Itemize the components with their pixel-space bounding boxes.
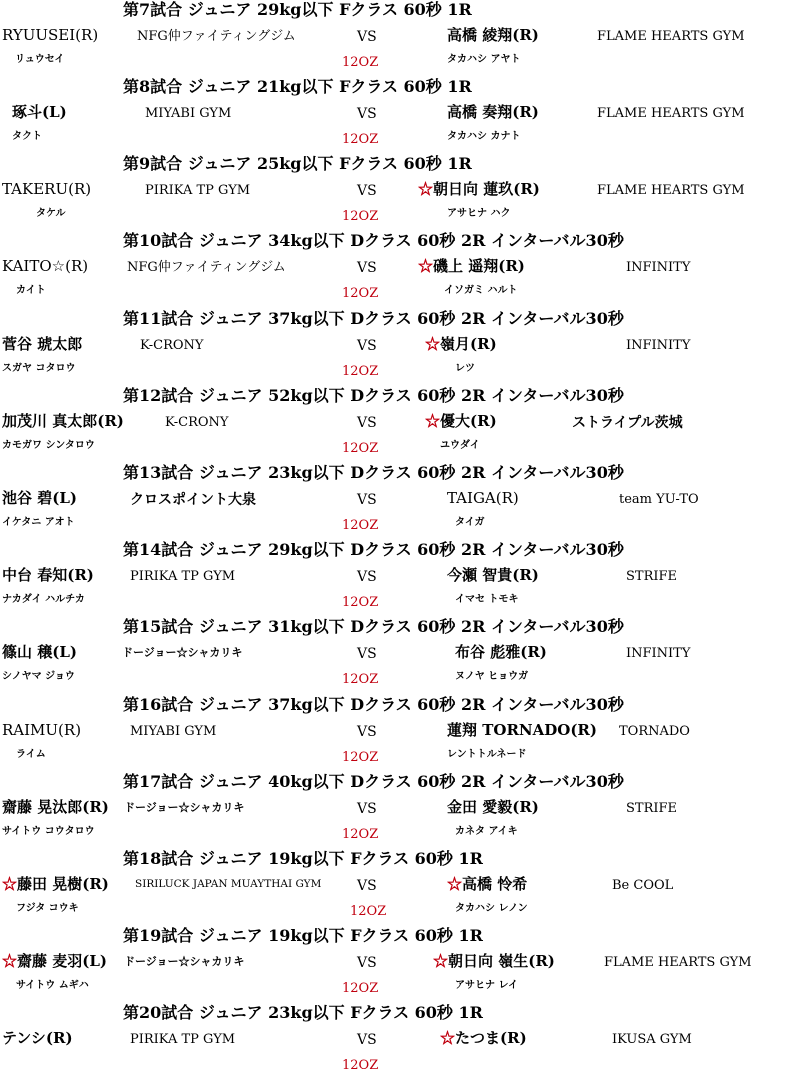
- bout-title: 第9試合 ジュニア 25kg以下 Fクラス 60秒 1R: [123, 154, 472, 173]
- bout-8: [0, 77, 798, 155]
- fighter-b-name: TAIGA(R): [447, 489, 519, 507]
- bout-12: [0, 386, 798, 464]
- fighter-a-gym: MIYABI GYM: [145, 106, 232, 121]
- glove-weight: 12OZ: [342, 441, 379, 456]
- fighter-a-kana: イケタニ アオト: [2, 517, 75, 528]
- fighter-b-gym: FLAME HEARTS GYM: [597, 29, 745, 44]
- bout-20: [0, 1003, 798, 1081]
- vs-label: VS: [357, 29, 377, 45]
- vs-label: VS: [357, 415, 377, 431]
- fighter-a-gym: K-CRONY: [165, 415, 229, 430]
- vs-label: VS: [357, 492, 377, 508]
- fighter-a-gym: MIYABI GYM: [130, 724, 217, 739]
- fighter-b-gym: FLAME HEARTS GYM: [597, 106, 745, 121]
- fighter-b-name: ☆たつま(R): [440, 1029, 527, 1047]
- vs-label: VS: [357, 183, 377, 199]
- bout-7: [0, 0, 798, 78]
- fighter-a-kana: フジタ コウキ: [16, 903, 79, 914]
- fighter-a-gym: NFG仲ファイティングジム: [137, 29, 296, 44]
- fighter-a-gym: PIRIKA TP GYM: [130, 569, 236, 584]
- bout-title: 第12試合 ジュニア 52kg以下 Dクラス 60秒 2R インターバル30秒: [123, 386, 624, 405]
- fighter-b-kana: タイガ: [455, 517, 485, 528]
- fighter-b-name: ☆朝日向 嶺生(R): [433, 952, 555, 970]
- bout-title: 第19試合 ジュニア 19kg以下 Fクラス 60秒 1R: [123, 926, 483, 945]
- fighter-b-kana: ユウダイ: [440, 440, 480, 451]
- fighter-a-name: 中台 春知(R): [2, 566, 94, 584]
- fighter-a-kana: ナカダイ ハルチカ: [2, 594, 85, 605]
- fighter-b-name: 高橋 奏翔(R): [447, 103, 539, 121]
- fighter-a-name: TAKERU(R): [2, 180, 92, 198]
- bout-title: 第16試合 ジュニア 37kg以下 Dクラス 60秒 2R インターバル30秒: [123, 695, 624, 714]
- glove-weight: 12OZ: [342, 364, 379, 379]
- fighter-b-name: ☆磯上 遥翔(R): [418, 257, 525, 275]
- fighter-b-name: 布谷 彪雅(R): [455, 643, 547, 661]
- fighter-a-gym: K-CRONY: [140, 338, 204, 353]
- fighter-b-kana: ヌノヤ ヒョウガ: [455, 671, 529, 682]
- fighter-b-kana: イソガミ ハルト: [444, 285, 518, 296]
- fighter-b-name: 今瀬 智貴(R): [447, 566, 539, 584]
- fighter-b-gym: IKUSA GYM: [612, 1032, 692, 1047]
- fighter-a-gym: ドージョー☆シャカリキ: [122, 646, 243, 659]
- fighter-a-name: 琢斗(L): [12, 103, 67, 121]
- fighter-b-gym: FLAME HEARTS GYM: [597, 183, 745, 198]
- bout-16: [0, 695, 798, 773]
- bout-title: 第10試合 ジュニア 34kg以下 Dクラス 60秒 2R インターバル30秒: [123, 231, 624, 250]
- vs-label: VS: [357, 646, 377, 662]
- fighter-b-name: 蓮翔 TORNADO(R): [447, 721, 598, 739]
- fighter-a-gym: PIRIKA TP GYM: [130, 1032, 236, 1047]
- fighter-b-kana: イマセ トモキ: [455, 594, 519, 605]
- bout-title: 第14試合 ジュニア 29kg以下 Dクラス 60秒 2R インターバル30秒: [123, 540, 624, 559]
- fighter-b-name: ☆嶺月(R): [425, 335, 497, 353]
- bout-title: 第13試合 ジュニア 23kg以下 Dクラス 60秒 2R インターバル30秒: [123, 463, 624, 482]
- bout-18: [0, 849, 798, 927]
- bout-title: 第11試合 ジュニア 37kg以下 Dクラス 60秒 2R インターバル30秒: [123, 309, 624, 328]
- fighter-a-name: RAIMU(R): [2, 721, 82, 739]
- fighter-a-kana: カモガワ シンタロウ: [2, 440, 95, 451]
- fighter-b-name: 金田 愛毅(R): [447, 798, 539, 816]
- vs-label: VS: [357, 801, 377, 817]
- vs-label: VS: [357, 878, 377, 894]
- fighter-b-gym: INFINITY: [626, 646, 691, 661]
- fighter-b-kana: レツ: [455, 363, 475, 374]
- fighter-b-gym: FLAME HEARTS GYM: [604, 955, 752, 970]
- fighter-a-name: 篠山 穣(L): [2, 643, 77, 661]
- bout-title: 第17試合 ジュニア 40kg以下 Dクラス 60秒 2R インターバル30秒: [123, 772, 624, 791]
- fighter-b-name: ☆優大(R): [425, 412, 497, 430]
- fighter-a-gym: クロスポイント大泉: [130, 492, 256, 508]
- bout-17: [0, 772, 798, 850]
- vs-label: VS: [357, 106, 377, 122]
- bout-title: 第8試合 ジュニア 21kg以下 Fクラス 60秒 1R: [123, 77, 472, 96]
- vs-label: VS: [357, 260, 377, 276]
- fighter-b-gym: Be COOL: [612, 878, 674, 893]
- fighter-b-gym: team YU-TO: [619, 492, 699, 507]
- fighter-b-name: ☆高橋 怜希: [447, 875, 528, 893]
- fighter-b-gym: STRIFE: [626, 569, 678, 584]
- fighter-b-kana: アサヒナ ハク: [447, 208, 511, 219]
- bout-title: 第15試合 ジュニア 31kg以下 Dクラス 60秒 2R インターバル30秒: [123, 617, 624, 636]
- glove-weight: 12OZ: [342, 286, 379, 301]
- fighter-a-kana: タクト: [12, 131, 42, 142]
- vs-label: VS: [357, 338, 377, 354]
- fighter-a-kana: シノヤマ ジョウ: [2, 671, 75, 682]
- bout-title: 第18試合 ジュニア 19kg以下 Fクラス 60秒 1R: [123, 849, 483, 868]
- fighter-a-name: 齋藤 晃汰郎(R): [2, 798, 109, 816]
- fighter-b-name: 高橋 綾翔(R): [447, 26, 539, 44]
- fighter-b-kana: アサヒナ レイ: [455, 980, 518, 991]
- fighter-a-kana: リュウセイ: [15, 54, 65, 65]
- fighter-a-name: テンシ(R): [2, 1029, 73, 1047]
- fighter-b-kana: タカハシ レノン: [455, 903, 528, 914]
- bout-title: 第20試合 ジュニア 23kg以下 Fクラス 60秒 1R: [123, 1003, 483, 1022]
- fighter-a-gym: SIRILUCK JAPAN MUAYTHAI GYM: [135, 878, 322, 890]
- glove-weight: 12OZ: [342, 55, 379, 70]
- fighter-b-name: ☆朝日向 蓮玖(R): [418, 180, 540, 198]
- fighter-a-kana: サイトウ ムギハ: [16, 980, 89, 991]
- vs-label: VS: [357, 955, 377, 971]
- glove-weight: 12OZ: [342, 209, 379, 224]
- glove-weight: 12OZ: [342, 595, 379, 610]
- vs-label: VS: [357, 724, 377, 740]
- bout-title: 第7試合 ジュニア 29kg以下 Fクラス 60秒 1R: [123, 0, 472, 19]
- glove-weight: 12OZ: [342, 827, 379, 842]
- fighter-a-name: ☆藤田 晃樹(R): [2, 875, 109, 893]
- fighter-a-name: 池谷 碧(L): [2, 489, 77, 507]
- glove-weight: 12OZ: [342, 518, 379, 533]
- bout-11: [0, 309, 798, 387]
- fighter-a-gym: ドージョー☆シャカリキ: [124, 801, 245, 814]
- fighter-a-gym: ドージョー☆シャカリキ: [124, 955, 245, 968]
- fighter-a-kana: ライム: [16, 749, 46, 760]
- fighter-b-kana: タカハシ カナト: [447, 131, 521, 142]
- bout-14: [0, 540, 798, 618]
- fighter-b-kana: レントトルネード: [447, 749, 527, 760]
- fighter-b-gym: INFINITY: [626, 338, 691, 353]
- fighter-a-kana: スガヤ コタロウ: [2, 363, 76, 374]
- fighter-a-name: ☆齋藤 麦羽(L): [2, 952, 107, 970]
- bout-13: [0, 463, 798, 541]
- bout-10: [0, 231, 798, 309]
- fighter-a-kana: タケル: [36, 208, 66, 219]
- glove-weight: 12OZ: [342, 1058, 379, 1073]
- fighter-a-kana: サイトウ コウタロウ: [2, 826, 95, 837]
- fighter-a-name: 菅谷 琥太郎: [2, 335, 83, 353]
- fighter-b-kana: カネタ アイキ: [455, 826, 518, 837]
- bout-9: [0, 154, 798, 232]
- vs-label: VS: [357, 569, 377, 585]
- fighter-b-gym: ストライプル茨城: [572, 415, 683, 431]
- glove-weight: 12OZ: [350, 904, 387, 919]
- vs-label: VS: [357, 1032, 377, 1048]
- bout-19: [0, 926, 798, 1004]
- glove-weight: 12OZ: [342, 672, 379, 687]
- fighter-a-name: RYUUSEI(R): [2, 26, 99, 44]
- fighter-a-kana: カイト: [16, 285, 46, 296]
- fighter-b-gym: TORNADO: [619, 724, 690, 739]
- fighter-a-name: KAITO☆(R): [2, 257, 89, 275]
- fighter-a-name: 加茂川 真太郎(R): [2, 412, 124, 430]
- fighter-b-gym: STRIFE: [626, 801, 678, 816]
- fighter-a-gym: NFG仲ファイティングジム: [127, 260, 286, 275]
- bout-15: [0, 617, 798, 695]
- glove-weight: 12OZ: [342, 750, 379, 765]
- fighter-b-kana: タカハシ アヤト: [447, 54, 521, 65]
- fighter-b-gym: INFINITY: [626, 260, 691, 275]
- glove-weight: 12OZ: [342, 981, 379, 996]
- glove-weight: 12OZ: [342, 132, 379, 147]
- fighter-a-gym: PIRIKA TP GYM: [145, 183, 251, 198]
